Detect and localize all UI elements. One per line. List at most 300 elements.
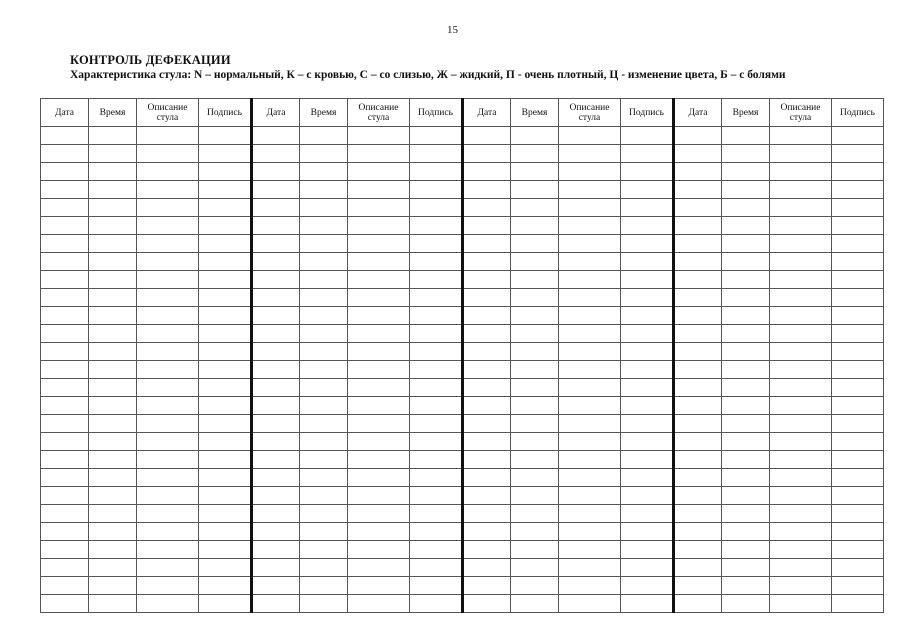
cell-time[interactable] xyxy=(722,379,770,397)
cell-description[interactable] xyxy=(137,433,199,451)
cell-signature[interactable] xyxy=(410,181,463,199)
cell-description[interactable] xyxy=(137,145,199,163)
cell-time[interactable] xyxy=(722,145,770,163)
cell-time[interactable] xyxy=(722,253,770,271)
cell-time[interactable] xyxy=(511,433,559,451)
cell-date[interactable] xyxy=(41,541,89,559)
cell-signature[interactable] xyxy=(832,163,884,181)
cell-date[interactable] xyxy=(463,199,511,217)
cell-description[interactable] xyxy=(348,451,410,469)
cell-date[interactable] xyxy=(41,361,89,379)
cell-description[interactable] xyxy=(137,199,199,217)
cell-description[interactable] xyxy=(348,469,410,487)
cell-description[interactable] xyxy=(770,163,832,181)
cell-time[interactable] xyxy=(511,379,559,397)
cell-date[interactable] xyxy=(252,217,300,235)
cell-date[interactable] xyxy=(463,433,511,451)
cell-time[interactable] xyxy=(89,199,137,217)
cell-signature[interactable] xyxy=(621,271,674,289)
cell-signature[interactable] xyxy=(199,145,252,163)
cell-description[interactable] xyxy=(559,595,621,613)
cell-signature[interactable] xyxy=(621,235,674,253)
cell-signature[interactable] xyxy=(199,361,252,379)
cell-date[interactable] xyxy=(674,361,722,379)
cell-date[interactable] xyxy=(252,577,300,595)
cell-description[interactable] xyxy=(559,415,621,433)
cell-date[interactable] xyxy=(41,415,89,433)
cell-date[interactable] xyxy=(463,487,511,505)
cell-signature[interactable] xyxy=(621,217,674,235)
cell-signature[interactable] xyxy=(410,325,463,343)
cell-time[interactable] xyxy=(300,577,348,595)
cell-signature[interactable] xyxy=(621,361,674,379)
cell-date[interactable] xyxy=(41,559,89,577)
cell-time[interactable] xyxy=(89,415,137,433)
cell-date[interactable] xyxy=(674,325,722,343)
cell-date[interactable] xyxy=(674,415,722,433)
cell-description[interactable] xyxy=(137,451,199,469)
cell-description[interactable] xyxy=(559,145,621,163)
cell-date[interactable] xyxy=(41,217,89,235)
cell-time[interactable] xyxy=(300,541,348,559)
cell-description[interactable] xyxy=(137,559,199,577)
cell-time[interactable] xyxy=(511,235,559,253)
cell-signature[interactable] xyxy=(621,163,674,181)
cell-time[interactable] xyxy=(511,199,559,217)
cell-date[interactable] xyxy=(674,487,722,505)
cell-signature[interactable] xyxy=(410,397,463,415)
cell-time[interactable] xyxy=(722,595,770,613)
cell-description[interactable] xyxy=(137,253,199,271)
cell-description[interactable] xyxy=(137,595,199,613)
cell-time[interactable] xyxy=(722,127,770,145)
cell-description[interactable] xyxy=(348,415,410,433)
cell-signature[interactable] xyxy=(410,505,463,523)
cell-description[interactable] xyxy=(137,379,199,397)
cell-time[interactable] xyxy=(722,181,770,199)
cell-time[interactable] xyxy=(89,469,137,487)
cell-date[interactable] xyxy=(463,595,511,613)
cell-date[interactable] xyxy=(674,199,722,217)
cell-date[interactable] xyxy=(41,235,89,253)
cell-time[interactable] xyxy=(722,415,770,433)
cell-time[interactable] xyxy=(511,361,559,379)
cell-description[interactable] xyxy=(559,289,621,307)
cell-description[interactable] xyxy=(559,181,621,199)
cell-date[interactable] xyxy=(41,253,89,271)
cell-time[interactable] xyxy=(511,145,559,163)
cell-signature[interactable] xyxy=(832,199,884,217)
cell-time[interactable] xyxy=(300,289,348,307)
cell-description[interactable] xyxy=(137,343,199,361)
cell-date[interactable] xyxy=(674,217,722,235)
cell-time[interactable] xyxy=(300,487,348,505)
cell-time[interactable] xyxy=(300,199,348,217)
cell-signature[interactable] xyxy=(410,433,463,451)
cell-description[interactable] xyxy=(559,271,621,289)
cell-date[interactable] xyxy=(463,325,511,343)
cell-signature[interactable] xyxy=(621,469,674,487)
cell-time[interactable] xyxy=(722,523,770,541)
cell-signature[interactable] xyxy=(621,289,674,307)
cell-time[interactable] xyxy=(89,523,137,541)
cell-description[interactable] xyxy=(348,379,410,397)
cell-date[interactable] xyxy=(252,523,300,541)
cell-signature[interactable] xyxy=(199,343,252,361)
cell-signature[interactable] xyxy=(199,325,252,343)
cell-signature[interactable] xyxy=(621,127,674,145)
cell-time[interactable] xyxy=(511,541,559,559)
cell-time[interactable] xyxy=(89,289,137,307)
cell-description[interactable] xyxy=(559,577,621,595)
cell-date[interactable] xyxy=(41,397,89,415)
cell-time[interactable] xyxy=(722,343,770,361)
cell-time[interactable] xyxy=(511,325,559,343)
cell-time[interactable] xyxy=(511,559,559,577)
cell-date[interactable] xyxy=(41,163,89,181)
cell-date[interactable] xyxy=(463,361,511,379)
cell-time[interactable] xyxy=(89,595,137,613)
cell-signature[interactable] xyxy=(199,433,252,451)
cell-signature[interactable] xyxy=(199,271,252,289)
cell-signature[interactable] xyxy=(832,433,884,451)
cell-time[interactable] xyxy=(722,577,770,595)
cell-description[interactable] xyxy=(348,325,410,343)
cell-signature[interactable] xyxy=(410,415,463,433)
cell-description[interactable] xyxy=(770,235,832,253)
cell-description[interactable] xyxy=(348,253,410,271)
cell-date[interactable] xyxy=(41,469,89,487)
cell-signature[interactable] xyxy=(199,199,252,217)
cell-time[interactable] xyxy=(89,361,137,379)
cell-description[interactable] xyxy=(137,289,199,307)
cell-signature[interactable] xyxy=(621,577,674,595)
cell-description[interactable] xyxy=(559,505,621,523)
cell-date[interactable] xyxy=(252,397,300,415)
cell-description[interactable] xyxy=(770,181,832,199)
cell-signature[interactable] xyxy=(832,217,884,235)
cell-signature[interactable] xyxy=(621,487,674,505)
cell-date[interactable] xyxy=(252,451,300,469)
cell-date[interactable] xyxy=(463,127,511,145)
cell-date[interactable] xyxy=(252,289,300,307)
cell-signature[interactable] xyxy=(410,523,463,541)
cell-date[interactable] xyxy=(252,343,300,361)
cell-time[interactable] xyxy=(300,505,348,523)
cell-signature[interactable] xyxy=(832,577,884,595)
cell-signature[interactable] xyxy=(199,181,252,199)
cell-signature[interactable] xyxy=(621,505,674,523)
cell-signature[interactable] xyxy=(410,235,463,253)
cell-date[interactable] xyxy=(41,181,89,199)
cell-date[interactable] xyxy=(252,541,300,559)
cell-time[interactable] xyxy=(300,271,348,289)
cell-signature[interactable] xyxy=(199,505,252,523)
cell-description[interactable] xyxy=(348,433,410,451)
cell-signature[interactable] xyxy=(199,127,252,145)
cell-description[interactable] xyxy=(348,145,410,163)
cell-description[interactable] xyxy=(559,433,621,451)
cell-date[interactable] xyxy=(41,595,89,613)
cell-date[interactable] xyxy=(41,505,89,523)
cell-time[interactable] xyxy=(300,253,348,271)
cell-time[interactable] xyxy=(300,325,348,343)
cell-signature[interactable] xyxy=(410,451,463,469)
cell-time[interactable] xyxy=(511,343,559,361)
cell-time[interactable] xyxy=(722,271,770,289)
cell-signature[interactable] xyxy=(832,415,884,433)
cell-date[interactable] xyxy=(674,505,722,523)
cell-date[interactable] xyxy=(252,145,300,163)
cell-time[interactable] xyxy=(300,559,348,577)
cell-time[interactable] xyxy=(722,487,770,505)
cell-signature[interactable] xyxy=(410,361,463,379)
cell-signature[interactable] xyxy=(410,307,463,325)
cell-signature[interactable] xyxy=(199,559,252,577)
cell-description[interactable] xyxy=(348,577,410,595)
cell-time[interactable] xyxy=(511,577,559,595)
cell-signature[interactable] xyxy=(410,343,463,361)
cell-signature[interactable] xyxy=(621,145,674,163)
cell-date[interactable] xyxy=(463,559,511,577)
cell-date[interactable] xyxy=(674,163,722,181)
cell-description[interactable] xyxy=(137,217,199,235)
cell-time[interactable] xyxy=(722,397,770,415)
cell-date[interactable] xyxy=(252,559,300,577)
cell-signature[interactable] xyxy=(410,379,463,397)
cell-description[interactable] xyxy=(770,451,832,469)
cell-time[interactable] xyxy=(89,541,137,559)
cell-signature[interactable] xyxy=(832,271,884,289)
cell-time[interactable] xyxy=(300,595,348,613)
cell-signature[interactable] xyxy=(410,487,463,505)
cell-description[interactable] xyxy=(348,271,410,289)
cell-date[interactable] xyxy=(41,487,89,505)
cell-time[interactable] xyxy=(722,433,770,451)
cell-description[interactable] xyxy=(559,217,621,235)
cell-time[interactable] xyxy=(300,343,348,361)
cell-time[interactable] xyxy=(722,163,770,181)
cell-description[interactable] xyxy=(137,469,199,487)
cell-time[interactable] xyxy=(300,307,348,325)
cell-description[interactable] xyxy=(770,469,832,487)
cell-signature[interactable] xyxy=(621,343,674,361)
cell-time[interactable] xyxy=(511,307,559,325)
cell-time[interactable] xyxy=(722,235,770,253)
cell-signature[interactable] xyxy=(621,253,674,271)
cell-signature[interactable] xyxy=(410,271,463,289)
cell-time[interactable] xyxy=(89,307,137,325)
cell-date[interactable] xyxy=(674,271,722,289)
cell-date[interactable] xyxy=(41,451,89,469)
cell-signature[interactable] xyxy=(199,523,252,541)
cell-signature[interactable] xyxy=(199,397,252,415)
cell-signature[interactable] xyxy=(621,595,674,613)
cell-time[interactable] xyxy=(722,361,770,379)
cell-description[interactable] xyxy=(137,127,199,145)
cell-description[interactable] xyxy=(559,127,621,145)
cell-description[interactable] xyxy=(348,217,410,235)
cell-time[interactable] xyxy=(722,307,770,325)
cell-description[interactable] xyxy=(770,541,832,559)
cell-description[interactable] xyxy=(559,163,621,181)
cell-signature[interactable] xyxy=(410,595,463,613)
cell-description[interactable] xyxy=(559,559,621,577)
cell-signature[interactable] xyxy=(621,523,674,541)
cell-description[interactable] xyxy=(770,379,832,397)
cell-time[interactable] xyxy=(511,595,559,613)
cell-date[interactable] xyxy=(252,253,300,271)
cell-date[interactable] xyxy=(463,307,511,325)
cell-description[interactable] xyxy=(770,325,832,343)
cell-description[interactable] xyxy=(770,307,832,325)
cell-date[interactable] xyxy=(463,181,511,199)
cell-description[interactable] xyxy=(137,397,199,415)
cell-description[interactable] xyxy=(137,505,199,523)
cell-date[interactable] xyxy=(674,181,722,199)
cell-time[interactable] xyxy=(722,559,770,577)
cell-date[interactable] xyxy=(41,271,89,289)
cell-description[interactable] xyxy=(559,487,621,505)
cell-time[interactable] xyxy=(511,253,559,271)
cell-date[interactable] xyxy=(463,343,511,361)
cell-description[interactable] xyxy=(559,325,621,343)
cell-description[interactable] xyxy=(770,253,832,271)
cell-description[interactable] xyxy=(770,559,832,577)
cell-date[interactable] xyxy=(252,199,300,217)
cell-signature[interactable] xyxy=(832,181,884,199)
cell-date[interactable] xyxy=(463,451,511,469)
cell-date[interactable] xyxy=(252,271,300,289)
cell-date[interactable] xyxy=(252,235,300,253)
cell-description[interactable] xyxy=(770,289,832,307)
cell-date[interactable] xyxy=(674,559,722,577)
cell-signature[interactable] xyxy=(621,541,674,559)
cell-time[interactable] xyxy=(89,181,137,199)
cell-date[interactable] xyxy=(674,127,722,145)
cell-signature[interactable] xyxy=(832,289,884,307)
cell-date[interactable] xyxy=(463,289,511,307)
cell-signature[interactable] xyxy=(832,523,884,541)
cell-signature[interactable] xyxy=(832,127,884,145)
cell-signature[interactable] xyxy=(199,379,252,397)
cell-signature[interactable] xyxy=(832,145,884,163)
cell-description[interactable] xyxy=(770,343,832,361)
cell-date[interactable] xyxy=(674,541,722,559)
cell-date[interactable] xyxy=(674,523,722,541)
cell-signature[interactable] xyxy=(621,325,674,343)
cell-description[interactable] xyxy=(348,541,410,559)
cell-date[interactable] xyxy=(463,469,511,487)
cell-description[interactable] xyxy=(559,361,621,379)
cell-description[interactable] xyxy=(559,541,621,559)
cell-description[interactable] xyxy=(770,361,832,379)
cell-date[interactable] xyxy=(252,181,300,199)
cell-signature[interactable] xyxy=(832,505,884,523)
cell-date[interactable] xyxy=(463,397,511,415)
cell-date[interactable] xyxy=(252,433,300,451)
cell-time[interactable] xyxy=(300,433,348,451)
cell-signature[interactable] xyxy=(410,289,463,307)
cell-description[interactable] xyxy=(137,271,199,289)
cell-time[interactable] xyxy=(300,397,348,415)
cell-date[interactable] xyxy=(674,451,722,469)
cell-signature[interactable] xyxy=(410,253,463,271)
cell-description[interactable] xyxy=(348,397,410,415)
cell-description[interactable] xyxy=(348,235,410,253)
cell-description[interactable] xyxy=(770,433,832,451)
cell-description[interactable] xyxy=(559,469,621,487)
cell-description[interactable] xyxy=(348,523,410,541)
cell-description[interactable] xyxy=(348,505,410,523)
cell-time[interactable] xyxy=(300,415,348,433)
cell-date[interactable] xyxy=(41,145,89,163)
cell-time[interactable] xyxy=(89,397,137,415)
cell-date[interactable] xyxy=(463,415,511,433)
cell-date[interactable] xyxy=(674,469,722,487)
cell-time[interactable] xyxy=(511,487,559,505)
cell-date[interactable] xyxy=(252,415,300,433)
cell-description[interactable] xyxy=(137,487,199,505)
cell-time[interactable] xyxy=(722,469,770,487)
cell-signature[interactable] xyxy=(410,469,463,487)
cell-description[interactable] xyxy=(348,559,410,577)
cell-signature[interactable] xyxy=(832,325,884,343)
cell-time[interactable] xyxy=(511,397,559,415)
cell-time[interactable] xyxy=(300,181,348,199)
cell-description[interactable] xyxy=(770,577,832,595)
cell-description[interactable] xyxy=(559,343,621,361)
cell-time[interactable] xyxy=(89,253,137,271)
cell-date[interactable] xyxy=(674,253,722,271)
cell-signature[interactable] xyxy=(832,541,884,559)
cell-description[interactable] xyxy=(770,505,832,523)
cell-date[interactable] xyxy=(463,505,511,523)
cell-time[interactable] xyxy=(89,163,137,181)
cell-date[interactable] xyxy=(252,325,300,343)
cell-date[interactable] xyxy=(252,487,300,505)
cell-date[interactable] xyxy=(41,199,89,217)
cell-time[interactable] xyxy=(89,451,137,469)
cell-time[interactable] xyxy=(722,325,770,343)
cell-description[interactable] xyxy=(770,397,832,415)
cell-date[interactable] xyxy=(463,523,511,541)
cell-time[interactable] xyxy=(722,289,770,307)
cell-signature[interactable] xyxy=(621,199,674,217)
cell-date[interactable] xyxy=(41,523,89,541)
cell-signature[interactable] xyxy=(832,469,884,487)
cell-time[interactable] xyxy=(300,127,348,145)
cell-time[interactable] xyxy=(89,433,137,451)
cell-time[interactable] xyxy=(300,217,348,235)
cell-date[interactable] xyxy=(674,307,722,325)
cell-date[interactable] xyxy=(41,577,89,595)
cell-signature[interactable] xyxy=(199,469,252,487)
cell-description[interactable] xyxy=(770,127,832,145)
cell-signature[interactable] xyxy=(410,127,463,145)
cell-description[interactable] xyxy=(348,361,410,379)
cell-time[interactable] xyxy=(511,505,559,523)
cell-time[interactable] xyxy=(511,469,559,487)
cell-signature[interactable] xyxy=(199,235,252,253)
cell-description[interactable] xyxy=(559,235,621,253)
cell-description[interactable] xyxy=(348,307,410,325)
cell-signature[interactable] xyxy=(621,559,674,577)
cell-description[interactable] xyxy=(137,325,199,343)
cell-description[interactable] xyxy=(137,235,199,253)
cell-date[interactable] xyxy=(463,217,511,235)
cell-time[interactable] xyxy=(722,217,770,235)
